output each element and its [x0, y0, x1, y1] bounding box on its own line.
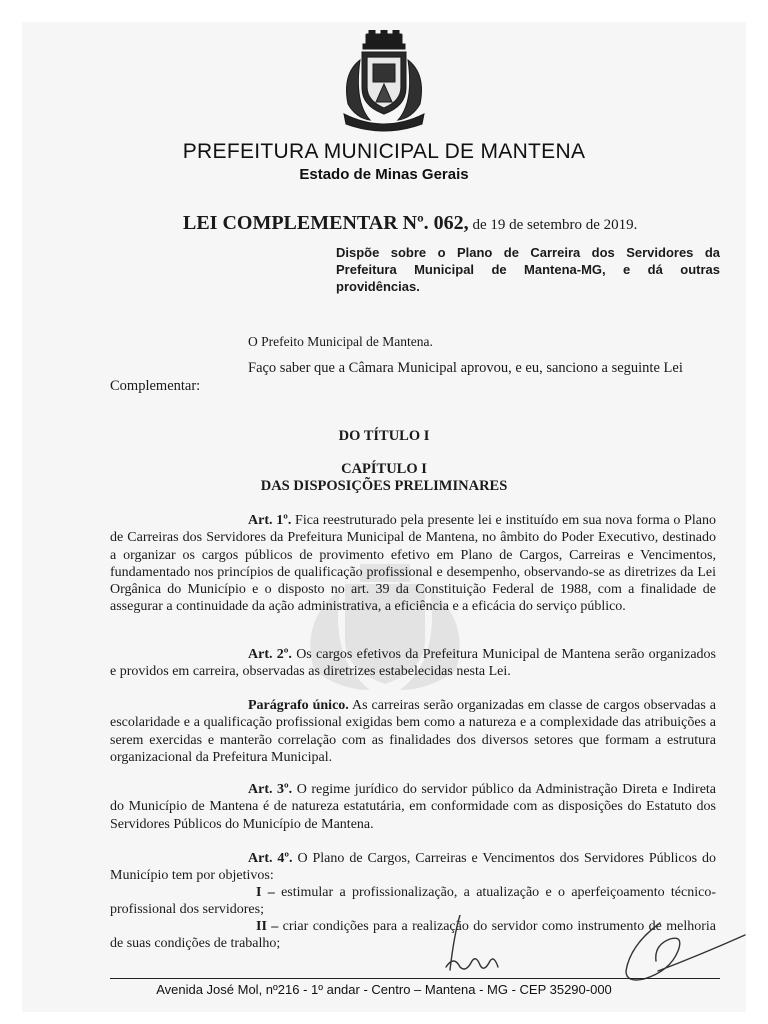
- article-4-text: O Plano de Cargos, Carreiras e Vencimentos dos Servidores Públicos do Município tem por objetivos:: [110, 851, 717, 884]
- chapter-heading: CAPÍTULO I: [341, 461, 427, 477]
- objective-item-2-text: criar condições para a realização do servidor como instrumento de melhoria de suas condições de trabalho;: [110, 919, 716, 952]
- decree-line-continued: Complementar:: [110, 378, 201, 394]
- decree-line: Faço saber que a Câmara Municipal aprovou, e eu, sanciono a seguinte Lei: [248, 360, 683, 376]
- article-3: [110, 781, 716, 833]
- chapter-name-heading: DAS DISPOSIÇÕES PRELIMINARES: [260, 478, 508, 494]
- law-summary: Dispõe sobre o Plano de Carreira dos Servidores da Prefeitura Municipal de Mantena-MG, e dá outras providências.: [336, 245, 720, 294]
- article-2: [110, 646, 716, 681]
- footer-address: Avenida José Mol, nº216 - 1º andar - Centro – Mantena - MG - CEP 35290-000: [156, 982, 612, 997]
- article-1-label: Art. 1º.: [248, 513, 292, 528]
- sole-paragraph: [110, 697, 716, 766]
- objective-item-1-text: estimular a profissionalização, a atualização e o aperfeiçoamento técnico- profissional dos servidores;: [110, 885, 716, 918]
- sole-paragraph-label: Parágrafo único.: [248, 698, 349, 713]
- coat-of-arms-logo: [336, 30, 432, 132]
- article-1-text: Fica reestruturado pela presente lei e instituído em sua nova forma o Plano de Carreiras dos Servidores da Prefeitura Municipal de Mantena, no âmbito do Poder Executivo, destinado a organizar os cargos públicos de provimento efetivo em Plano de Cargos, Carreiras e Vencimentos, fundamentado nos princípios de qualificação profissional e desempenho, observando-se as diretrizes da Lei Orgânica do Município e o disposto no art. 39 da Constituição Federal de 1988, com a finalidade de assegurar a continuidade da ação administrativa, a eficiência e a eficácia do serviço público.: [110, 513, 716, 615]
- sole-paragraph-text: As carreiras serão organizadas em classe de cargos observadas a escolaridade e a qualificação profissional exigidas bem como a natureza e a complexidade das atribuições a serem exercidas e manterão correlação com as finalidades dos diversos setores que formam a estrutura organizacional da Prefeitura Municipal.: [110, 698, 716, 765]
- objective-item-1: [110, 884, 716, 919]
- objective-item-1-label: I –: [256, 885, 275, 900]
- article-4-label: Art. 4º.: [248, 851, 293, 866]
- law-date: de 19 de setembro de 2019.: [468, 217, 638, 233]
- footer-divider: [110, 978, 720, 979]
- objective-item-2-label: II –: [256, 919, 279, 934]
- title-heading: DO TÍTULO I: [338, 428, 430, 444]
- article-3-label: Art. 3º.: [248, 782, 293, 797]
- article-2-label: Art. 2º.: [248, 647, 292, 662]
- law-number: LEI COMPLEMENTAR Nº. 062,: [183, 212, 469, 234]
- law-title: [183, 212, 637, 235]
- city-hall-title: PREFEITURA MUNICIPAL DE MANTENA: [182, 140, 586, 163]
- article-2-text: Os cargos efetivos da Prefeitura Municipal de Mantena serão organizados e providos em carreira, observadas as diretrizes estabelecidas nesta Lei.: [110, 647, 717, 680]
- article-3-text: O regime jurídico do servidor público da Administração Direta e Indireta do Município de Mantena é de natureza estatutária, em conformidade com as disposições do Estatuto dos Servidores Públicos do Município de Mantena.: [110, 782, 717, 832]
- article-1: [110, 512, 716, 616]
- mayor-line: O Prefeito Municipal de Mantena.: [248, 334, 433, 349]
- article-4: [110, 850, 716, 885]
- state-subtitle: Estado de Minas Gerais: [299, 166, 469, 183]
